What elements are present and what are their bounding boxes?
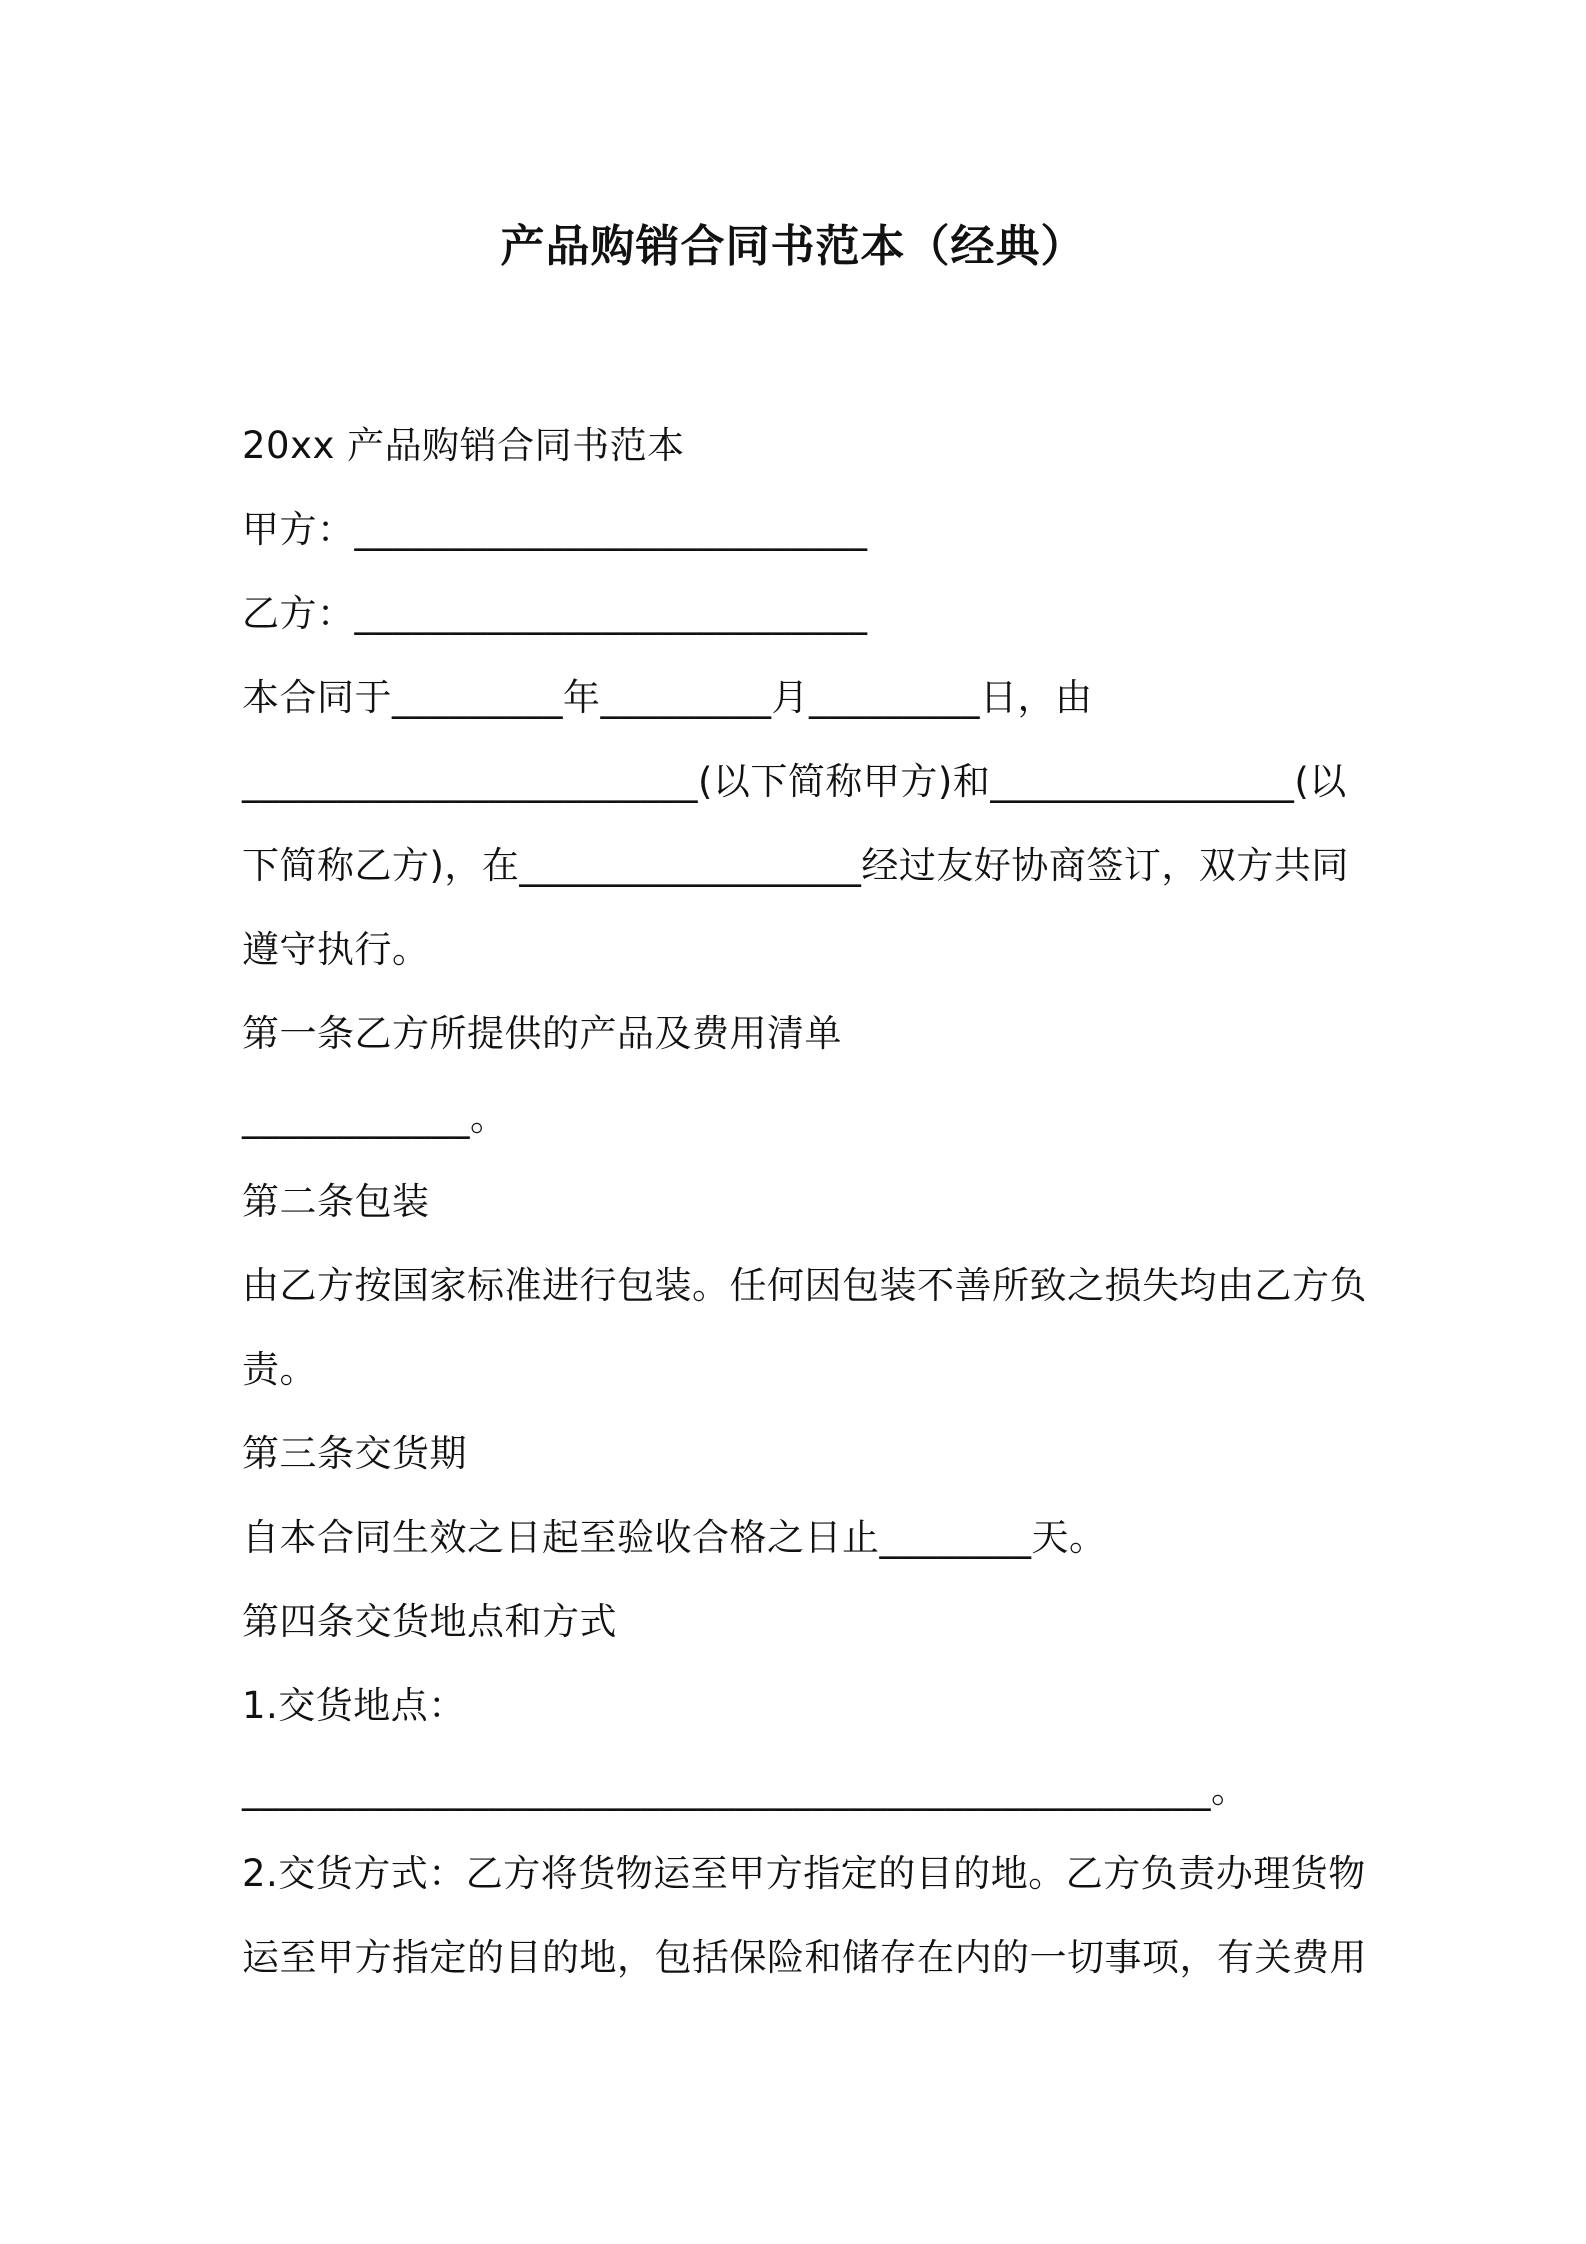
paragraph-line: ________________________(以下简称甲方)和________________(以 bbox=[242, 760, 1347, 803]
document-body bbox=[242, 404, 1367, 2000]
article-heading: 第一条乙方所提供的产品及费用清单 bbox=[242, 1012, 842, 1055]
party-a-line: 甲方：___________________________ bbox=[242, 508, 868, 551]
document-title: 产品购销合同书范本（经典） bbox=[500, 221, 1086, 272]
party-b-line: 乙方：___________________________ bbox=[242, 592, 868, 635]
paragraph-line: 1.交货地点： bbox=[242, 1684, 466, 1727]
paragraph-line: ____________。 bbox=[242, 1096, 508, 1139]
article-heading: 第三条交货期 bbox=[242, 1432, 467, 1475]
paragraph-line: 运至甲方指定的目的地，包括保险和储存在内的一切事项，有关费用 bbox=[242, 1936, 1367, 1979]
subtitle-line: 20xx 产品购销合同书范本 bbox=[242, 424, 685, 467]
paragraph-line: 下简称乙方)，在__________________经过友好协商签订，双方共同 bbox=[242, 844, 1349, 887]
article-heading: 第四条交货地点和方式 bbox=[242, 1600, 617, 1643]
article-heading: 第二条包装 bbox=[242, 1180, 430, 1223]
paragraph-line: 由乙方按国家标准进行包装。任何因包装不善所致之损失均由乙方负 bbox=[242, 1264, 1367, 1307]
paragraph-line: ___________________________________________________。 bbox=[242, 1768, 1249, 1811]
paragraph-line: 2.交货方式：乙方将货物运至甲方指定的目的地。乙方负责办理货物 bbox=[242, 1852, 1366, 1895]
paragraph-line: 自本合同生效之日起至验收合格之日止________天。 bbox=[242, 1516, 1107, 1559]
paragraph-line: 本合同于_________年_________月_________日，由 bbox=[242, 676, 1093, 719]
paragraph-line: 遵守执行。 bbox=[242, 928, 430, 971]
paragraph-line: 责。 bbox=[242, 1348, 317, 1391]
